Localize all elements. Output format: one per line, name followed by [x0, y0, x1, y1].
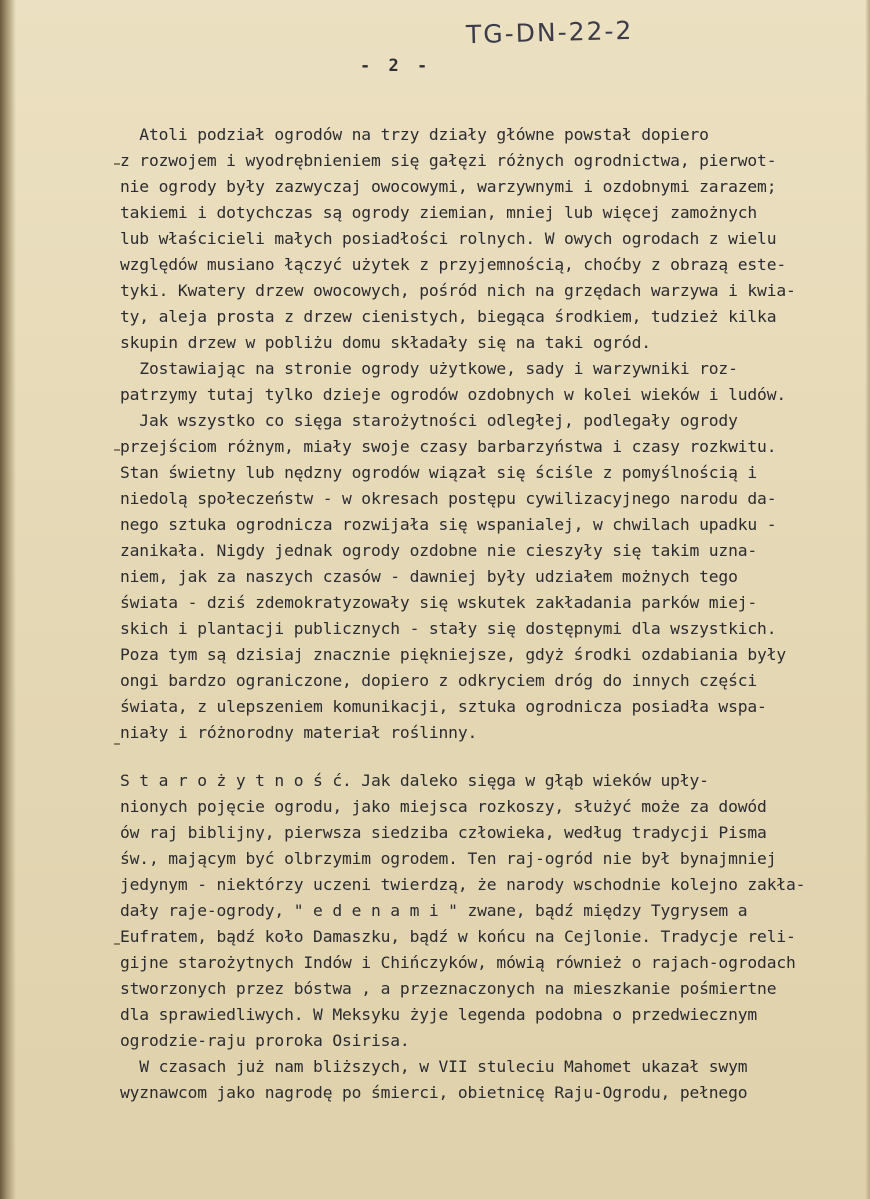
text-line: Atoli podział ogrodów na trzy działy główne powstał dopiero [120, 125, 709, 144]
paragraph-block-1 [120, 122, 860, 746]
paragraph-block-2 [120, 768, 860, 1106]
text-line: Eufratem, bądź koło Damaszku, bądź w końcu na Cejlonie. Tradycje reli- [120, 927, 796, 946]
text-line: jedynym - niektórzy uczeni twierdzą, że narody wschodnie kolejno zakła- [120, 875, 806, 894]
text-line: lub właścicieli małych posiadłości rolnych. W owych ogrodach z wielu [120, 229, 777, 248]
paragraph-gap [120, 746, 860, 768]
page-edge [865, 0, 870, 1199]
typewritten-body [120, 122, 860, 1106]
text-line: stworzonych przez bóstwa , a przeznaczonych na mieszkanie pośmiertne [120, 979, 777, 998]
text-line: ongi bardzo ograniczone, dopiero z odkryciem dróg do innych części [120, 671, 758, 690]
text-line: przejściom różnym, miały swoje czasy barbarzyństwa i czasy rozkwitu. [120, 437, 777, 456]
text-line: S t a r o ż y t n o ś ć. Jak daleko sięga w głąb wieków upły- [120, 771, 709, 790]
text-line: tyki. Kwatery drzew owocowych, pośród nich na grzędach warzywa i kwia- [120, 281, 796, 300]
text-line: Zostawiając na stronie ogrody użytkowe, sady i warzywniki roz- [120, 359, 738, 378]
text-line: Stan świetny lub nędzny ogrodów wiązał się ściśle z pomyślnością i [120, 463, 758, 482]
text-line: nego sztuka ogrodnicza rozwijała się wspanialej, w chwilach upadku - [120, 515, 777, 534]
text-line: Poza tym są dzisiaj znacznie piękniejsze, gdyż środki ozdabiania były [120, 645, 786, 664]
text-line: ogrodzie-raju proroka Osirisa. [120, 1031, 410, 1050]
text-line: dla sprawiedliwych. W Meksyku żyje legenda podobna o przedwiecznym [120, 1005, 758, 1024]
text-line: takiemi i dotychczas są ogrody ziemian, mniej lub więcej zamożnych [120, 203, 758, 222]
text-line: zanikała. Nigdy jednak ogrody ozdobne nie cieszyły się takim uzna- [120, 541, 758, 560]
reference-code: TG-DN-22-2 [465, 15, 634, 50]
text-line: skich i plantacji publicznych - stały się dostępnymi dla wszystkich. [120, 619, 777, 638]
binding-shadow [0, 0, 16, 1199]
text-line: skupin drzew w pobliżu domu składały się na taki ogród. [120, 333, 651, 352]
text-line: świata, z ulepszeniem komunikacji, sztuka ogrodnicza posiadła wspa- [120, 697, 767, 716]
page-number: - 2 - [360, 56, 432, 76]
text-line: dały raje-ogrody, " e d e n a m i " zwane, bądź między Tygrysem a [120, 901, 748, 920]
text-line: niały i różnorodny materiał roślinny. [120, 723, 478, 742]
text-line: świata - dziś zdemokratyzowały się wskutek zakładania parków miej- [120, 593, 758, 612]
text-line: wyznawcom jako nagrodę po śmierci, obietnicę Raju-Ogrodu, pełnego [120, 1083, 748, 1102]
text-line: niem, jak za naszych czasów - dawniej były udziałem możnych tego [120, 567, 738, 586]
text-line: św., mającym być olbrzymim ogrodem. Ten raj-ogród nie był bynajmniej [120, 849, 777, 868]
text-line: ty, aleja prosta z drzew cienistych, biegąca środkiem, tudzież kilka [120, 307, 777, 326]
text-line: W czasach już nam bliższych, w VII stuleciu Mahomet ukazał swym [120, 1057, 748, 1076]
text-line: nionych pojęcie ogrodu, jako miejsca rozkoszy, służyć może za dowód [120, 797, 767, 816]
text-line: ów raj biblijny, pierwsza siedziba człowieka, według tradycji Pisma [120, 823, 767, 842]
text-line: nie ogrody były zazwyczaj owocowymi, warzywnymi i ozdobnymi zarazem; [120, 177, 777, 196]
text-line: względów musiano łączyć użytek z przyjemnością, choćby z obrazą este- [120, 255, 786, 274]
text-line: niedolą społeczeństw - w okresach postępu cywilizacyjnego narodu da- [120, 489, 777, 508]
text-line: gijne starożytnych Indów i Chińczyków, mówią również o rajach-ogrodach [120, 953, 796, 972]
text-line: Jak wszystko co sięga starożytności odległej, podlegały ogrody [120, 411, 738, 430]
text-line: patrzymy tutaj tylko dzieje ogrodów ozdobnych w kolei wieków i ludów. [120, 385, 786, 404]
text-line: z rozwojem i wyodrębnieniem się gałęzi różnych ogrodnictwa, pierwot- [120, 151, 777, 170]
